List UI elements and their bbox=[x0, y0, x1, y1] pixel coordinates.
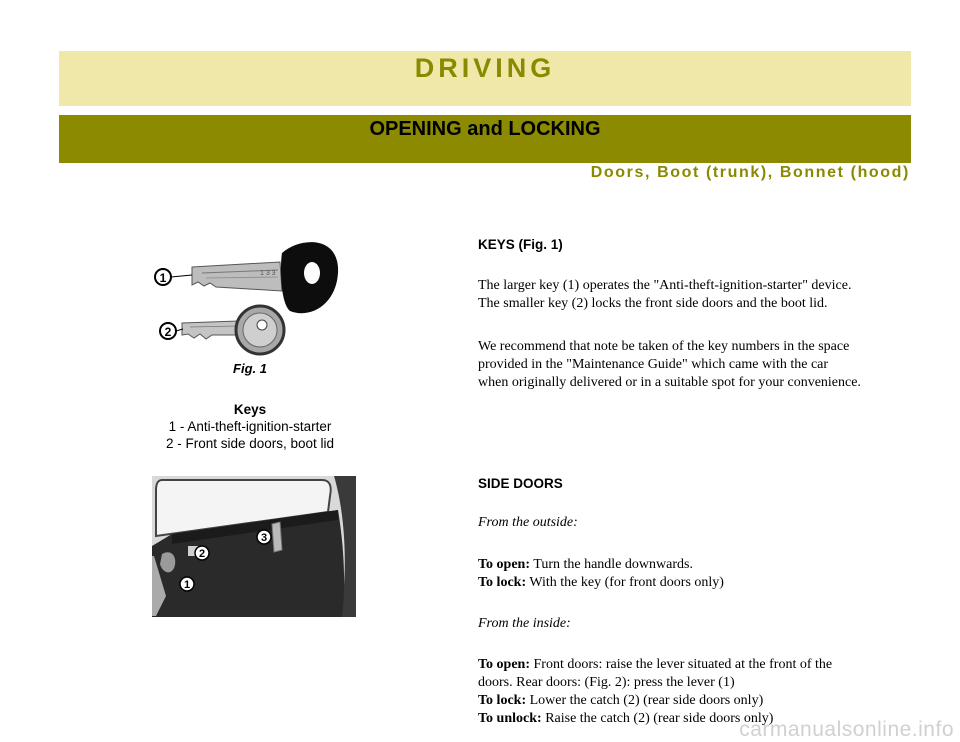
figure-1-label: Fig. 1 bbox=[233, 361, 267, 376]
keys-paragraph-1 bbox=[478, 277, 851, 313]
chapter-banner bbox=[59, 115, 911, 163]
text-line: when originally delivered or in a suitable spot for your convenience. bbox=[478, 375, 861, 390]
chapter-subtitle: Doors, Boot (trunk), Bonnet (hood) bbox=[590, 164, 910, 181]
callout-2 bbox=[160, 323, 176, 339]
outside-label: From the outside: bbox=[478, 515, 578, 530]
text-line: The smaller key (2) locks the front side doors and the boot lid. bbox=[478, 296, 828, 311]
figure-1-legend bbox=[140, 401, 360, 452]
unlock-label: To unlock: bbox=[478, 711, 542, 726]
svg-text:2: 2 bbox=[198, 548, 206, 560]
legend-item: 2 - Front side doors, boot lid bbox=[165, 436, 335, 451]
svg-text:1: 1 bbox=[183, 579, 191, 591]
section-title: DRIVING bbox=[414, 53, 556, 83]
open-text: Front doors: raise the lever situated at the front of the bbox=[530, 657, 833, 672]
svg-text:2: 2 bbox=[164, 325, 172, 339]
outside-instructions bbox=[478, 556, 724, 592]
unlock-text: Raise the catch (2) (rear side doors only) bbox=[541, 711, 774, 726]
callout-1 bbox=[155, 269, 171, 285]
svg-text:3: 3 bbox=[260, 532, 268, 544]
lock-text: Lower the catch (2) (rear side doors only) bbox=[526, 693, 764, 708]
keys-illustration bbox=[150, 235, 350, 360]
callout-3 bbox=[257, 530, 271, 544]
watermark: carmanualsonline.info bbox=[739, 718, 954, 741]
open-label: To open: bbox=[478, 657, 531, 672]
inside-label: From the inside: bbox=[478, 616, 571, 631]
side-doors-heading: SIDE DOORS bbox=[478, 476, 563, 491]
svg-text:1: 1 bbox=[159, 271, 167, 285]
lock-label: To lock: bbox=[478, 575, 527, 590]
section-banner bbox=[59, 51, 911, 106]
open-text: Turn the handle downwards. bbox=[530, 557, 693, 572]
keys-paragraph-2 bbox=[478, 338, 861, 392]
text-line: We recommend that note be taken of the key numbers in the space bbox=[478, 339, 850, 354]
chapter-title: OPENING and LOCKING bbox=[369, 118, 601, 140]
lock-label: To lock: bbox=[478, 693, 527, 708]
svg-text:1 3 3: 1 3 3 bbox=[260, 270, 276, 277]
text-line: provided in the "Maintenance Guide" which came with the car bbox=[478, 357, 829, 372]
lock-text: With the key (for front doors only) bbox=[526, 575, 724, 590]
callout-2 bbox=[195, 546, 209, 560]
text-line: doors. Rear doors: (Fig. 2): press the lever (1) bbox=[478, 675, 735, 690]
door-interior-photo bbox=[152, 476, 356, 617]
open-label: To open: bbox=[478, 557, 531, 572]
text-line: The larger key (1) operates the "Anti-theft-ignition-starter" device. bbox=[478, 278, 852, 293]
legend-item: 1 - Anti-theft-ignition-starter bbox=[168, 419, 332, 434]
keys-heading: KEYS (Fig. 1) bbox=[478, 237, 563, 252]
callout-1 bbox=[180, 577, 194, 591]
legend-title: Keys bbox=[233, 402, 267, 417]
